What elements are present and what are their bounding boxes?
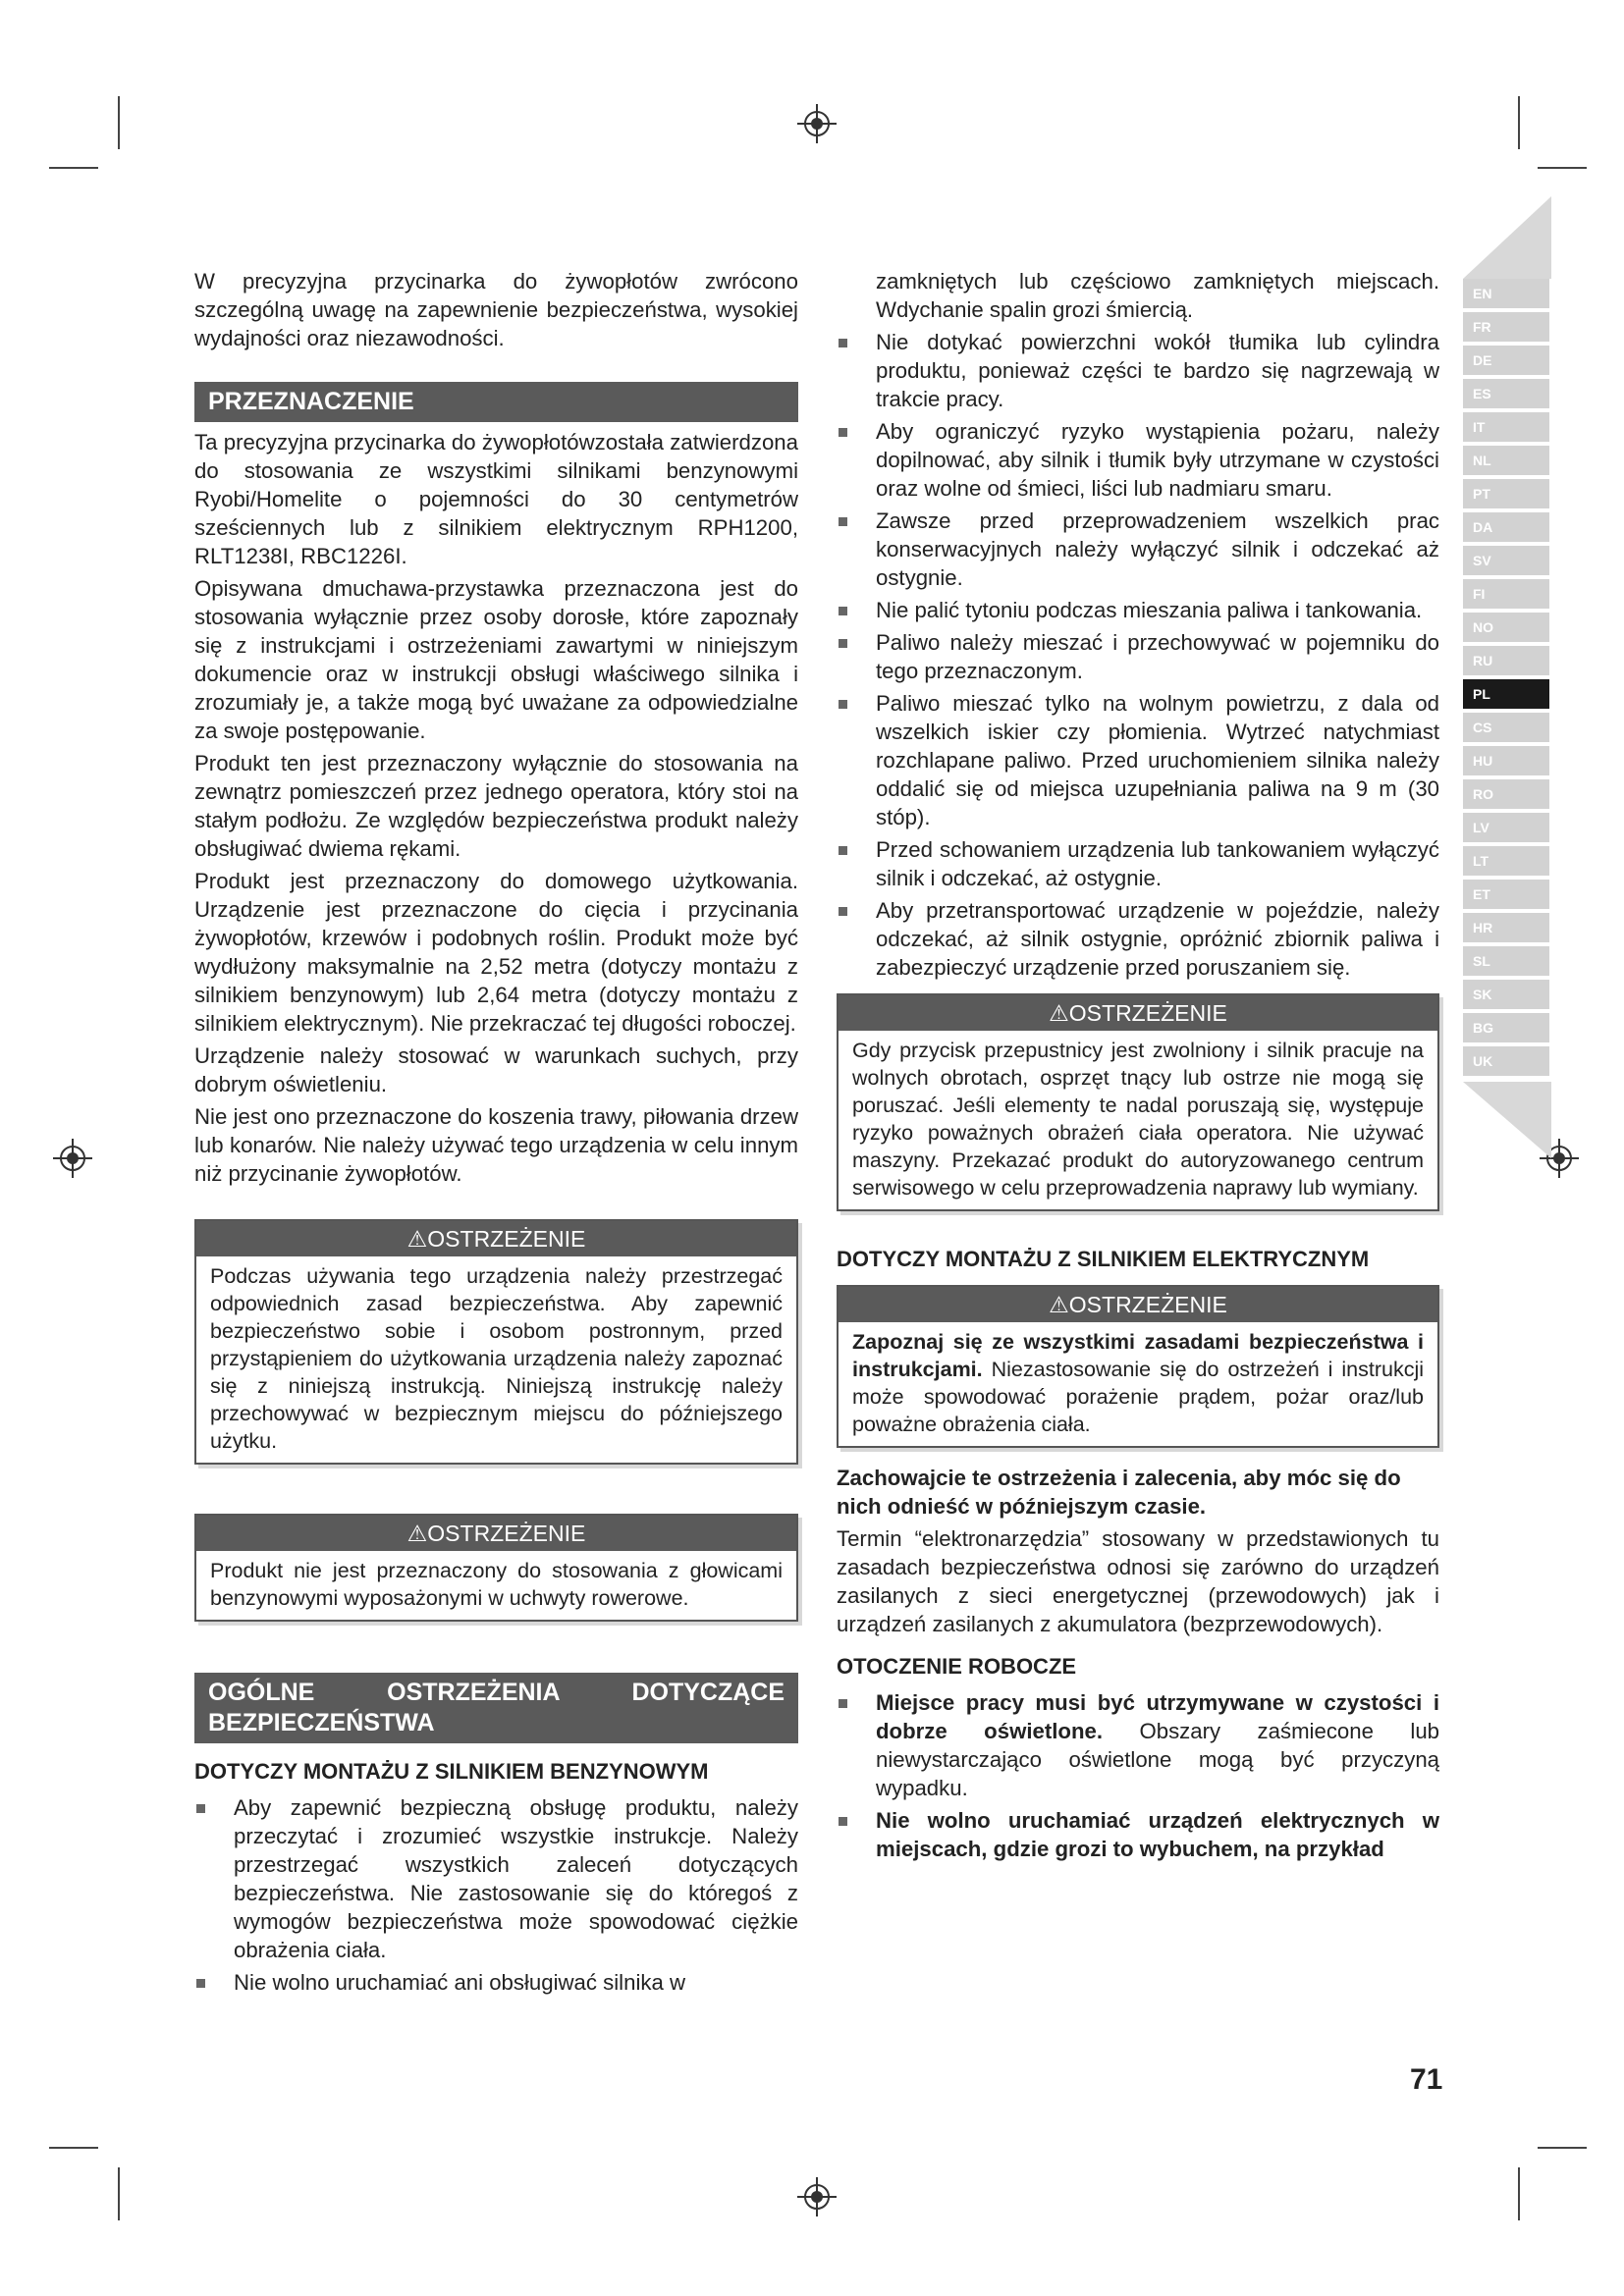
list-item: Aby przetransportować urządzenie w pojeździe, należy odczekać, aż silnik ostygnie, opróżnić zbiornik paliwa i zabezpieczyć urządzenie przed poruszaniem się. [837, 896, 1439, 982]
list-item: Zawsze przed przeprowadzeniem wszelkich prac konserwacyjnych należy wyłączyć silnik i odczekać aż ostygnie. [837, 507, 1439, 592]
page-number: 71 [1410, 2063, 1443, 2096]
bold-paragraph: Zachowajcie te ostrzeżenia i zalecenia, aby móc się do nich odnieść w późniejszym czasie. [837, 1466, 1401, 1519]
list-item: Aby ograniczyć ryzyko wystąpienia pożaru, należy dopilnować, aby silnik i tłumik były utrzymane w czystości oraz wolne od śmieci, liści lub nadmiaru smaru. [837, 417, 1439, 503]
language-tab-it[interactable]: IT [1463, 412, 1549, 442]
paragraph: Nie jest ono przeznaczone do koszenia trawy, piłowania drzew lub konarów. Nie należy używać tego urządzenia w celu innym niż przycinanie żywopłotów. [194, 1104, 798, 1186]
warning-text: Podczas używania tego urządzenia należy przestrzegać odpowiednich zasad bezpieczeństwa. Aby zapewnić bezpieczeństwo sobie i osobom postronnym, przed przystąpieniem do użytkowania urządzenia należy zapoznać się z niniejszą instrukcją. Niniejszą instrukcję należy przechowywać w bezpiecznym miejscu do późniejszego użytku. [210, 1264, 783, 1453]
language-tab-nl[interactable]: NL [1463, 446, 1549, 475]
language-tab-fr[interactable]: FR [1463, 312, 1549, 342]
language-tab-sl[interactable]: SL [1463, 946, 1549, 976]
intro-paragraph: W precyzyjna przycinarka do żywopłotów zwrócono szczególną uwagę na zapewnienie bezpieczeństwa, wysokiej wydajności oraz niezawodności. [194, 269, 798, 350]
registration-mark-icon [797, 2177, 837, 2216]
bullet-list [194, 1793, 798, 1997]
warning-title: ⚠OSTRZEŻENIE [839, 1287, 1437, 1322]
language-tabs [1463, 279, 1549, 1080]
list-item: Nie wolno uruchamiać urządzeń elektrycznych w miejscach, gdzie grozi to wybuchem, na przykład [837, 1806, 1439, 1863]
language-tab-no[interactable]: NO [1463, 613, 1549, 642]
language-tab-da[interactable]: DA [1463, 512, 1549, 542]
warning-title: ⚠OSTRZEŻENIE [196, 1516, 796, 1551]
crop-mark [118, 2167, 120, 2220]
language-tab-ro[interactable]: RO [1463, 779, 1549, 809]
paragraph: Urządzenie należy stosować w warunkach suchych, przy dobrym oświetleniu. [194, 1043, 798, 1096]
warning-title: ⚠OSTRZEŻENIE [839, 995, 1437, 1031]
list-item: Miejsce pracy musi być utrzymywane w czystości i dobrze oświetlone. Obszary zaśmiecone lub niewystarczająco oświetlone mogą być przyczyną wypadku. [837, 1688, 1439, 1802]
crop-mark [49, 167, 98, 169]
language-tab-es[interactable]: ES [1463, 379, 1549, 408]
registration-mark-icon [797, 104, 837, 143]
warning-text: Produkt nie jest przeznaczony do stosowania z głowicami benzynowymi wyposażonymi w uchwyty rowerowe. [210, 1559, 783, 1610]
warning-box [194, 1219, 798, 1465]
list-item: Nie dotykać powierzchni wokół tłumika lub cylindra produktu, ponieważ części te bardzo się nagrzewają w trakcie pracy. [837, 328, 1439, 413]
warning-box [837, 993, 1439, 1211]
paragraph: Produkt ten jest przeznaczony wyłącznie do stosowania na zewnątrz pomieszczeń przez jednego operatora, który stoi na stałym podłożu. Ze względów bezpieczeństwa produkt należy obsługiwać dwiema rękami. [194, 751, 798, 861]
list-item: Paliwo należy mieszać i przechowywać w pojemniku do tego przeznaczonym. [837, 628, 1439, 685]
crop-mark [1518, 96, 1520, 149]
warning-box [194, 1514, 798, 1622]
crop-mark [1538, 167, 1587, 169]
language-tab-hu[interactable]: HU [1463, 746, 1549, 775]
language-tab-fi[interactable]: FI [1463, 579, 1549, 609]
warning-icon: ⚠ [406, 1521, 428, 1546]
paragraph: Opisywana dmuchawa-przystawka przeznaczona jest do stosowania wyłącznie przez osoby dorosłe, które zapoznały się z instrukcjami i ostrzeżeniami zawartymi w niniejszym dokumencie oraz w instrukcji obsługi właściwego silnika i zrozumiały je, a także mogą być uważane za odpowiedzialne za swoje postępowanie. [194, 576, 798, 743]
section-heading: PRZEZNACZENIE [194, 382, 798, 422]
language-tab-sv[interactable]: SV [1463, 546, 1549, 575]
subsection-heading: OTOCZENIE ROBOCZE [837, 1654, 1077, 1679]
warning-icon: ⚠ [406, 1226, 428, 1252]
crop-mark [118, 96, 120, 149]
crop-mark [1538, 2147, 1587, 2149]
warning-title: ⚠OSTRZEŻENIE [196, 1221, 796, 1256]
language-tab-pl[interactable]: PL [1463, 679, 1549, 709]
language-tab-de[interactable]: DE [1463, 346, 1549, 375]
crop-mark [1518, 2167, 1520, 2220]
paragraph: Ta precyzyjna przycinarka do żywopłotówzostała zatwierdzona do stosowania ze wszystkimi silnikami benzynowymi Ryobi/Homelite o pojemności do 30 centymetrów sześciennych lub z silnikiem elektrycznym RPH1200, RLT1238I, RBC1226I. [194, 430, 798, 568]
bullet-list [837, 328, 1439, 982]
crop-mark [49, 2147, 98, 2149]
paragraph: zamkniętych lub częściowo zamkniętych miejscach. Wdychanie spalin grozi śmiercią. [876, 269, 1439, 322]
left-column [194, 267, 798, 2001]
language-tab-pt[interactable]: PT [1463, 479, 1549, 508]
language-tab-bg[interactable]: BG [1463, 1013, 1549, 1042]
warning-icon: ⚠ [1049, 1000, 1069, 1026]
language-tab-ru[interactable]: RU [1463, 646, 1549, 675]
language-tab-en[interactable]: EN [1463, 279, 1549, 308]
warning-icon: ⚠ [1049, 1292, 1069, 1317]
language-tab-lv[interactable]: LV [1463, 813, 1549, 842]
subsection-heading: DOTYCZY MONTAŻU Z SILNIKIEM ELEKTRYCZNYM [837, 1247, 1370, 1271]
warning-box [837, 1285, 1439, 1448]
right-column [837, 267, 1439, 1867]
bullet-list [837, 1688, 1439, 1863]
list-item: Przed schowaniem urządzenia lub tankowaniem wyłączyć silnik i odczekać, aż ostygnie. [837, 835, 1439, 892]
list-item: Aby zapewnić bezpieczną obsługę produktu, należy przeczytać i zrozumieć wszystkie instrukcje. Należy przestrzegać wszystkich zaleceń dotyczących bezpieczeństwa. Nie zastosowanie się do któregoś z wymogów bezpieczeństwa może spowodować ciężkie obrażenia ciała. [194, 1793, 798, 1964]
language-tab-uk[interactable]: UK [1463, 1046, 1549, 1076]
language-tab-lt[interactable]: LT [1463, 846, 1549, 876]
subsection-heading: DOTYCZY MONTAŻU Z SILNIKIEM BENZYNOWYM [194, 1759, 709, 1784]
registration-mark-icon [53, 1139, 92, 1178]
language-tab-sk[interactable]: SK [1463, 980, 1549, 1009]
paragraph: Produkt jest przeznaczony do domowego użytkowania. Urządzenie jest przeznaczone do cięcia i przycinania żywopłotów, krzewów i podobnych roślin. Produkt może być wydłużony maksymalnie na 2,52 metra (dotyczy montażu z silnikiem benzynowym) lub 2,64 metra (dotyczy montażu z silnikiem elektrycznym). Nie przekraczać tej długości roboczej. [194, 869, 798, 1036]
paragraph: Termin “elektronarzędzia” stosowany w przedstawionych tu zasadach bezpieczeństwa odnosi się zarówno do urządzeń zasilanych z sieci energetycznej (przewodowych) jak i urządzeń zasilanych z akumulatora (bezprzewodowych). [837, 1526, 1439, 1636]
list-item: Nie palić tytoniu podczas mieszania paliwa i tankowania. [837, 596, 1439, 624]
language-tab-et[interactable]: ET [1463, 880, 1549, 909]
warning-text: Gdy przycisk przepustnicy jest zwolniony i silnik pracuje na wolnych obrotach, osprzęt tnący lub ostrze nie mogą się poruszać. Jeśli elementy te nadal poruszają się, występuje ryzyko poważnych obrażeń ciała operatora. Nie używać maszyny. Przekazać produkt do autoryzowanego centrum serwisowego w celu przeprowadzenia naprawy lub wymiany. [852, 1039, 1424, 1200]
list-item: Paliwo mieszać tylko na wolnym powietrzu, z dala od wszelkich iskier czy płomienia. Wytrzeć natychmiast rozchlapane paliwo. Przed uruchomieniem silnika należy oddalić się od miejsca uzupełniania paliwa na 9 m (30 stóp). [837, 689, 1439, 831]
section-heading: OGÓLNE OSTRZEŻENIA DOTYCZĄCE BEZPIECZEŃSTWA [194, 1673, 798, 1743]
warning-text: Zapoznaj się ze wszystkimi zasadami bezpieczeństwa i instrukcjami. Niezastosowanie się do ostrzeżeń i instrukcji może spowodować porażenie prądem, pożar oraz/lub poważne obrażenia ciała. [852, 1330, 1424, 1436]
language-tab-hr[interactable]: HR [1463, 913, 1549, 942]
list-item: Nie wolno uruchamiać ani obsługiwać silnika w [194, 1968, 798, 1997]
language-tab-cs[interactable]: CS [1463, 713, 1549, 742]
